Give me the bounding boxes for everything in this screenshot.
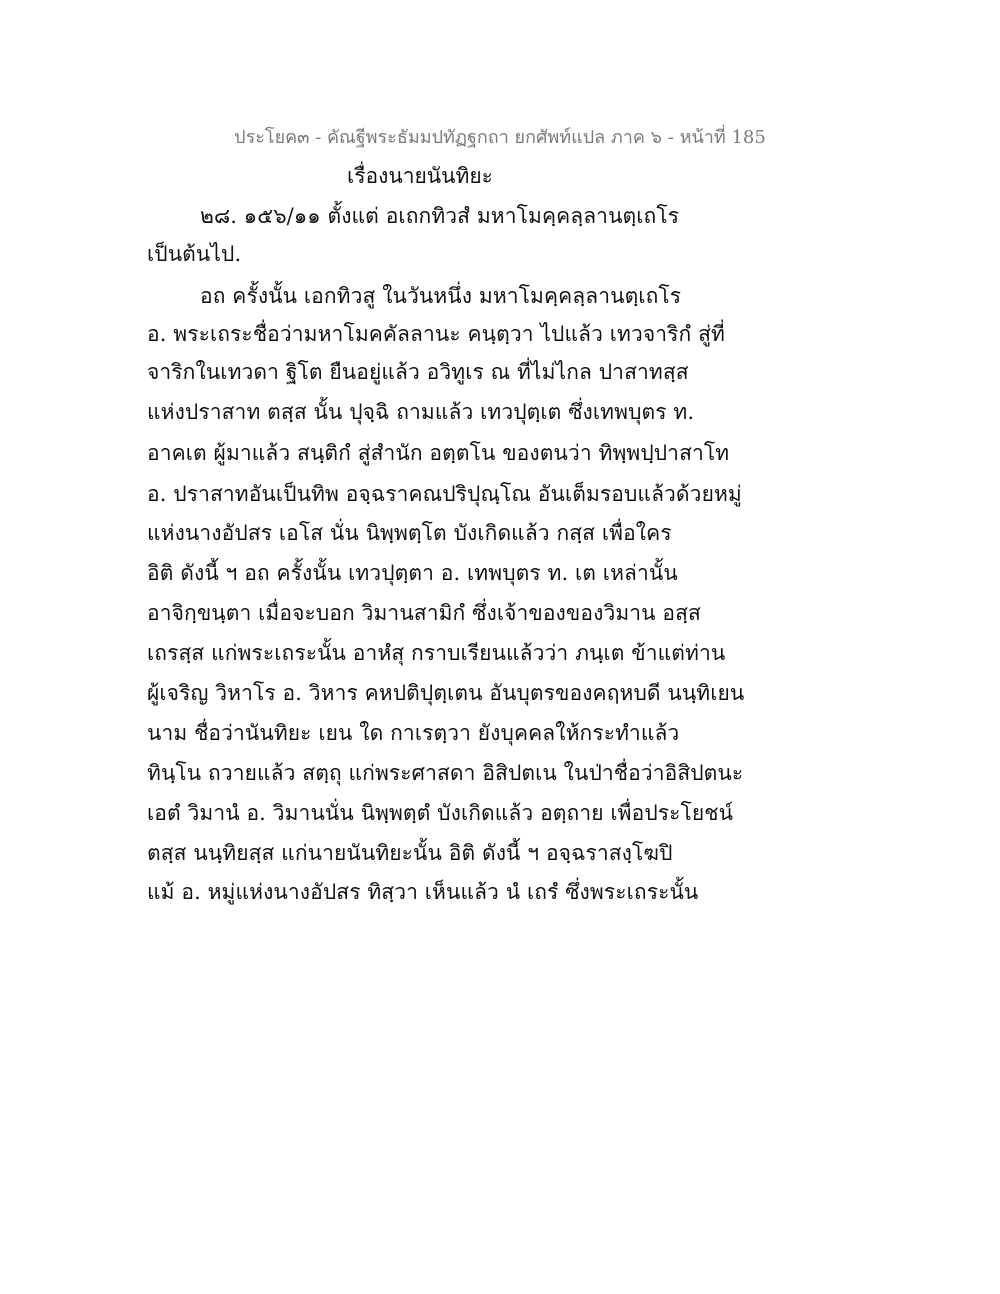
text-line: ๒๘. ๑๕๖/๑๑ ตั้งแต่ อเถกทิวสํ มหาโมคฺคลฺลานตฺเถโร (200, 204, 680, 228)
text-line: อาจิกฺขนฺตา เมื่อจะบอก วิมานสามิกํ ซึ่งเจ้าของของวิมาน อสฺส (147, 601, 701, 625)
text-line: อิติ ดังนี้ ฯ อถ ครั้งนั้น เทวปุตฺตา อ. เทพบุตร ท. เต เหล่านั้น (147, 561, 678, 585)
text-line: ตสฺส นนฺทิยสฺส แก่นายนันทิยะนั้น อิติ ดังนี้ ฯ อจฺฉราสงฺโฆปิ (147, 841, 673, 865)
text-line: เอตํ วิมานํ อ. วิมานนั่น นิพฺพตฺตํ บังเกิดแล้ว อตฺถาย เพื่อประโยชน์ (147, 801, 734, 825)
text-line: อถ ครั้งนั้น เอกทิวสู ในวันหนึ่ง มหาโมคฺคลฺลานตฺเถโร (200, 284, 682, 308)
text-line: นาม ชื่อว่านันทิยะ เยน ใด กาเรตฺวา ยังบุคคลให้กระทำแล้ว (147, 721, 680, 745)
text-line: จาริกในเทวดา ฐิโต ยืนอยู่แล้ว อวิทูเร ณ ที่ไม่ไกล ปาสาทสฺส (147, 360, 689, 384)
text-line: แม้ อ. หมู่แห่งนางอัปสร ทิสฺวา เห็นแล้ว นํ เถรํ ซึ่งพระเถระนั้น (147, 880, 699, 904)
text-line: ผู้เจริญ วิหาโร อ. วิหาร คหปติปุตฺเตน อันบุตรของคฤหบดี นนฺทิเยน (147, 681, 745, 705)
text-line: อ. ปราสาทอันเป็นทิพ อจฺฉราคณปริปุณฺโณ อันเต็มรอบแล้วด้วยหมู่ (147, 482, 742, 506)
text-line: แห่งนางอัปสร เอโส นั่น นิพฺพตฺโต บังเกิดแล้ว กสฺส เพื่อใคร (147, 521, 672, 545)
running-header: ประโยค๓ - คัณฐีพระธัมมปทัฏฐกถา ยกศัพท์แปล ภาค ๖ - หน้าที่ 185 (234, 127, 766, 148)
story-title: เรื่องนายนันทิยะ (347, 164, 493, 188)
text-line: เถรสฺส แก่พระเถระนั้น อาหํสุ กราบเรียนแล้วว่า ภนฺเต ข้าแต่ท่าน (147, 641, 726, 665)
text-line: แห่งปราสาท ตสฺส นั้น ปุจฺฉิ ถามแล้ว เทวปุตฺเต ซึ่งเทพบุตร ท. (147, 400, 695, 424)
text-line: อ. พระเถระชื่อว่ามหาโมคคัลลานะ คนฺตฺวา ไปแล้ว เทวจาริกํ สู่ที่ (147, 322, 726, 346)
text-line: ทินฺโน ถวายแล้ว สตฺถุ แก่พระศาสดา อิสิปตเน ในป่าชื่อว่าอิสิปตนะ (147, 761, 744, 785)
text-line: อาคเต ผู้มาแล้ว สนฺติกํ สู่สำนัก อตฺตโน ของตนว่า ทิพฺพปฺปาสาโท (147, 441, 730, 465)
text-line: เป็นต้นไป. (147, 242, 242, 266)
